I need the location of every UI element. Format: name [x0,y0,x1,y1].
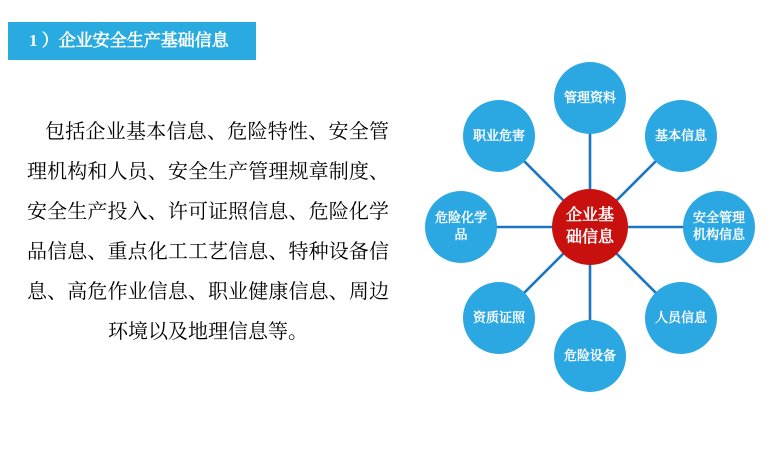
diagram-center-node [552,189,628,265]
diagram-node-label: 基本信息 [654,127,707,143]
diagram-node-management-materials [554,62,626,134]
diagram-node-occupational-hazards [463,100,535,172]
diagram-node-label: 人员信息 [654,309,707,325]
diagram-node-label: 危险设备 [563,347,616,363]
diagram-node-qualification-licenses [463,282,535,354]
diagram-node-basic-info [645,100,717,172]
diagram-node-label: 危险化学品 [434,210,487,242]
diagram-center-label: 企业基础信息 [565,207,614,246]
diagram-node-safety-org-info [683,191,755,263]
diagram-node-label: 安全管理机构信息 [692,210,745,242]
hub-spoke-diagram [410,50,778,400]
diagram-node-label: 管理资料 [563,89,616,105]
diagram-node-personnel-info [645,282,717,354]
diagram-node-dangerous-equipment [554,320,626,392]
section-title-banner [8,22,256,60]
body-paragraph: 包括企业基本信息、危险特性、安全管理机构和人员、安全生产管理规章制度、安全生产投入、许可证照信息、危险化学品信息、重点化工工艺信息、特种设备信息、高危作业信息、职业健康信息、周边环境以及地理信息等。 [27,121,389,343]
section-title: 1 ）企业安全生产基础信息 [29,31,229,50]
diagram-node-hazardous-chemicals [425,191,497,263]
diagram-node-label: 职业危害 [472,127,525,143]
diagram-node-label: 资质证照 [472,309,525,325]
